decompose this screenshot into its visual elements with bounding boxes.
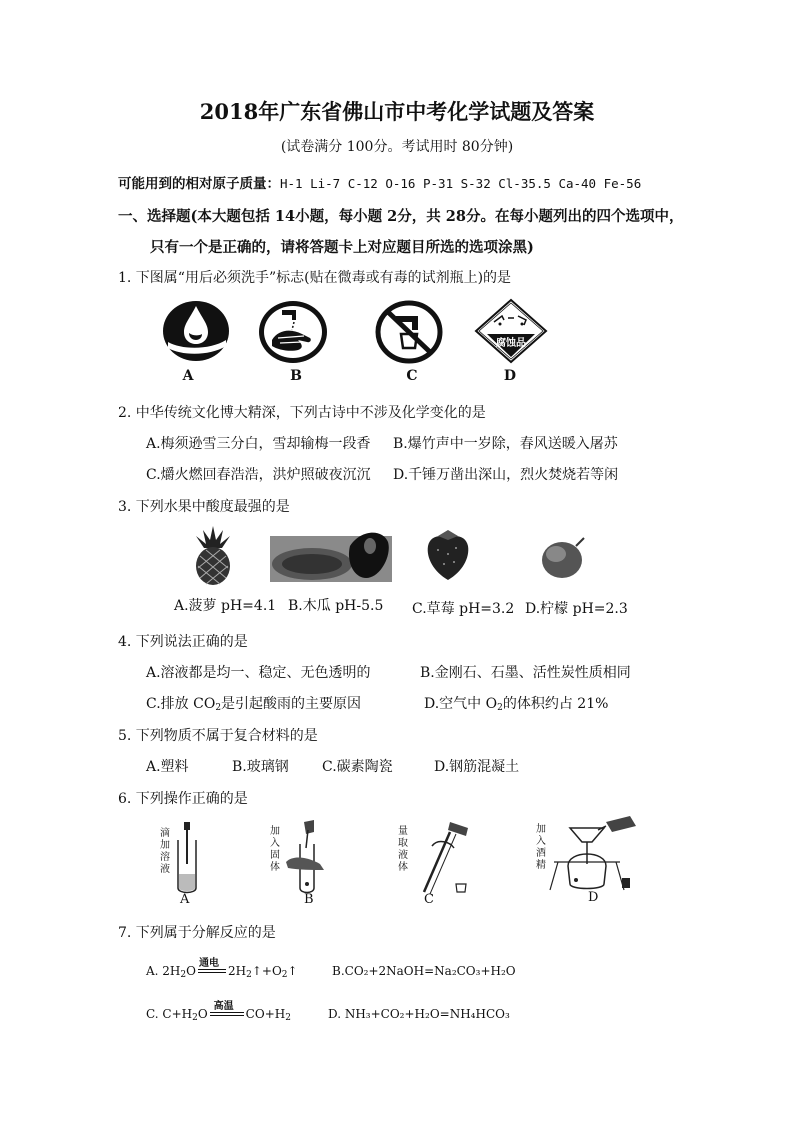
q7-c-post: CO+H [245, 1007, 286, 1021]
q1-label-c: C [406, 368, 418, 384]
q2-option-a: A.梅须逊雪三分白，雪却输梅一段香 [146, 436, 371, 452]
atomic-mass-values: H-1 Li-7 C-12 O-16 P-31 S-32 Cl-35.5 Ca-40 Fe-56 [280, 176, 642, 191]
q1-stem: 1. 下图属“用后必须洗手”标志(贴在微毒或有毒的试剂瓶上)的是 [118, 270, 512, 286]
q4-c-sub: 2 [215, 703, 222, 713]
q3-stem: 3. 下列水果中酸度最强的是 [118, 499, 290, 515]
q2-option-c: C.爝火燃回春浩浩，洪炉照破夜沉沉 [146, 467, 371, 483]
q5-option-a: A.塑料 [146, 759, 189, 775]
q7-a-post: 2H [227, 964, 247, 978]
q2-option-b: B.爆竹声中一岁除，春风送暖入屠苏 [393, 436, 618, 452]
q2-option-d: D.千锤万凿出深山，烈火焚烧若等闲 [393, 467, 619, 483]
q1-label-b: B [290, 368, 302, 384]
q7-a-mid: O [186, 964, 196, 978]
q4-option-b: B.金刚石、石墨、活性炭性质相同 [420, 665, 631, 681]
q5-stem: 5. 下列物质不属于复合材料的是 [118, 728, 318, 744]
q4-c-post: 是引起酸雨的主要原因 [221, 696, 362, 712]
sign-b-hand-wash-icon [258, 300, 328, 364]
q4-d-post: 的体积约占 21% [502, 696, 609, 712]
papaya-image [270, 526, 392, 584]
q6-label-c: C [424, 892, 434, 907]
q6-caption-c: 量取液体 [398, 826, 408, 873]
section1-line1: 一、选择题(本大题包括 14小题，每小题 2分，共 28分。在每小题列出的四个选项中， [118, 208, 684, 225]
q3-option-a: A.菠萝 pH=4.1 [174, 598, 277, 614]
q7-a-sub3: 2 [281, 970, 288, 980]
q6-d-alcohol-lamp-icon [546, 814, 656, 898]
q7-c-sub: 2 [192, 1013, 198, 1023]
q4-d-sub: 2 [497, 703, 503, 713]
q7-a-pre: A. 2H [146, 964, 181, 978]
q6-caption-b: 加入固体 [270, 826, 280, 873]
sign-d-text: 腐蚀品 [496, 338, 526, 349]
q4-stem: 4. 下列说法正确的是 [118, 634, 248, 650]
q5-option-b: B.玻璃钢 [232, 759, 289, 775]
q7-c-arrow [210, 1000, 244, 1021]
q6-label-b: B [304, 892, 314, 907]
q6-stem: 6. 下列操作正确的是 [118, 791, 248, 807]
atomic-mass-label: 可能用到的相对原子质量： [118, 176, 280, 192]
q3-option-b: B.木瓜 pH-5.5 [288, 598, 384, 614]
sign-a-icon [162, 300, 230, 362]
page-title: 2018年广东省佛山市中考化学试题及答案 [199, 99, 595, 124]
q6-b-add-solid-icon [284, 818, 328, 896]
q7-option-d: D. NH₃+CO₂+H₂O=NH₄HCO₃ [328, 1007, 510, 1021]
q6-caption-d: 加入酒精 [536, 824, 546, 871]
q7-option-b: B.CO₂+2NaOH=Na₂CO₃+H₂O [332, 964, 516, 978]
q4-option-d [424, 693, 608, 713]
q3-option-c: C.草莓 pH=3.2 [412, 601, 515, 617]
q1-label-d: D [503, 368, 517, 384]
q7-a-arrow [198, 957, 226, 978]
q7-a-post2: ↑+O [251, 964, 282, 978]
page-subtitle: (试卷满分 100分。考试用时 80分钟) [280, 139, 514, 155]
q6-label-d: D [588, 890, 599, 905]
q6-label-a: A [180, 892, 190, 907]
strawberry-image [424, 528, 472, 582]
q7-a-sub1: 2 [180, 970, 187, 980]
q4-option-a: A.溶液都是均一、稳定、无色透明的 [146, 665, 371, 681]
q7-a-condition: 通电 [198, 957, 219, 969]
section1-line2: 只有一个是正确的，请将答题卡上对应题目所选的选项涂黑) [150, 239, 534, 256]
pineapple-image [188, 526, 238, 586]
q4-option-c [146, 693, 361, 713]
q6-caption-a: 滴加溶液 [160, 828, 170, 875]
q7-a-sub2: 2 [246, 970, 252, 980]
atomic-mass-line [118, 172, 641, 192]
sign-c-no-drinking-icon [374, 300, 444, 364]
q6-a-dropper-icon [172, 820, 202, 896]
q5-option-c: C.碳素陶瓷 [322, 759, 393, 775]
q3-option-d: D.柠檬 pH=2.3 [525, 601, 628, 617]
q4-d-pre: D.空气中 O [424, 696, 498, 712]
q5-option-d: D.钢筋混凝土 [434, 759, 520, 775]
sign-d-corrosive-icon [474, 298, 548, 364]
q7-option-a [146, 957, 298, 980]
q1-label-a: A [182, 368, 194, 384]
q7-c-mid: O [197, 1007, 208, 1021]
q7-c-condition: 高温 [213, 1000, 234, 1012]
q7-stem: 7. 下列属于分解反应的是 [118, 925, 276, 941]
q6-c-measure-liquid-icon [410, 818, 480, 898]
q7-c-pre: C. C+H [146, 1007, 193, 1021]
q7-c-sub2: 2 [285, 1013, 291, 1023]
q2-stem: 2. 中华传统文化博大精深，下列古诗中不涉及化学变化的是 [118, 405, 486, 421]
lemon-image [536, 534, 586, 582]
q7-a-post3: ↑ [287, 964, 298, 978]
q4-c-pre: C.排放 CO [146, 696, 216, 712]
q7-option-c [146, 1000, 291, 1023]
